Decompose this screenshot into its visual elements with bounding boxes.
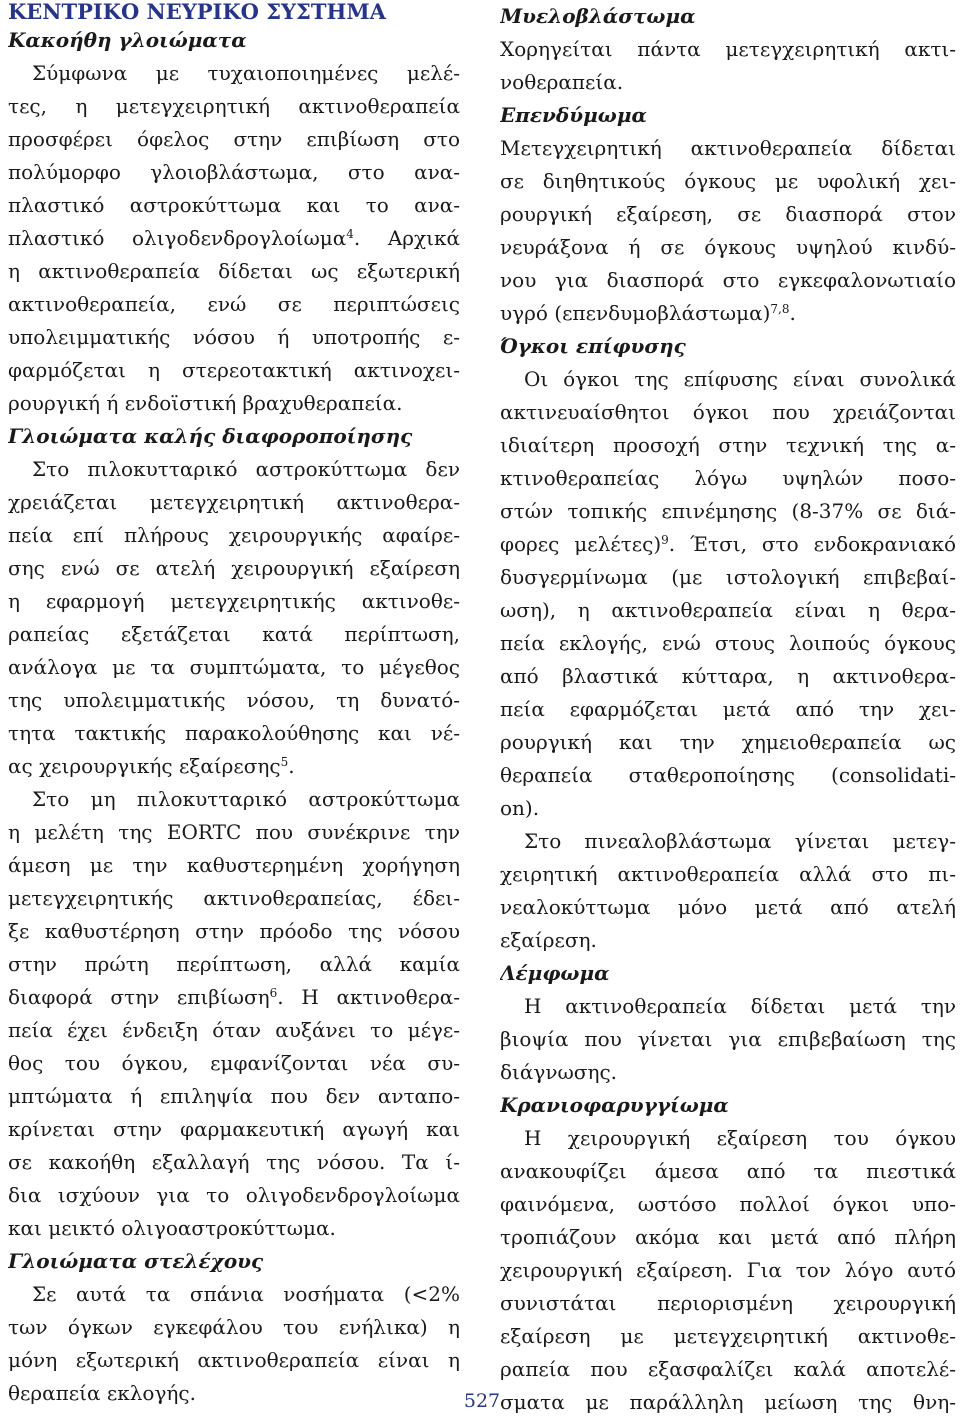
subsection-heading: [500, 957, 956, 990]
line-text: Μυελοβλάστωμα: [500, 4, 696, 28]
line-text: η εφαρμογή μετεγχειρητικής ακτινοθε-: [8, 589, 460, 613]
text-line: [8, 1377, 460, 1410]
line-text: ανακουφίζει άμεσα από τα πιεστικά: [500, 1159, 956, 1183]
line-text: σε διηθητικούς όγκους με υφολική χει-: [500, 169, 956, 193]
text-line: [500, 825, 956, 858]
text-line: [500, 132, 956, 165]
text-line: [8, 189, 460, 222]
line-text: πεία επί πλήρους χειρουργικής αφαίρε-: [8, 523, 460, 547]
line-text: βιοψία που γίνεται για επιβεβαίωση της: [500, 1027, 956, 1051]
text-line: [500, 1155, 956, 1188]
line-text: ωση), η ακτινοθεραπεία είναι η θερα-: [500, 598, 956, 622]
text-line: [8, 750, 460, 783]
line-text: κρίνεται στην φαρμακευτική αγωγή και: [8, 1117, 460, 1141]
text-line: [8, 123, 460, 156]
subsection-heading: [500, 1089, 956, 1122]
text-line: [500, 1386, 956, 1419]
line-text: μόνη εξωτερική ακτινοθεραπεία είναι η: [8, 1348, 460, 1372]
subsection-heading: [8, 1245, 460, 1278]
text-line: [500, 1188, 956, 1221]
text-line: [8, 486, 460, 519]
line-text-tail: . Αρχικά: [353, 226, 460, 250]
text-line: [8, 1014, 460, 1047]
line-text: Σύμφωνα με τυχαιοποιημένες μελέ-: [32, 61, 460, 85]
citation-superscript: 9: [661, 533, 669, 547]
line-text: Σε αυτά τα σπάνια νοσήματα (<2%: [32, 1282, 460, 1306]
page-number: 527: [463, 1390, 501, 1412]
text-line: [500, 363, 956, 396]
citation-superscript: 5: [280, 755, 289, 769]
text-line: [500, 1122, 956, 1155]
section-title: [8, 0, 460, 24]
text-line: [500, 759, 956, 792]
text-line: [500, 1287, 956, 1320]
text-line: [8, 453, 460, 486]
text-line: [500, 396, 956, 429]
text-line: [500, 528, 956, 561]
text-line: [500, 1023, 956, 1056]
line-text: της υπολειμματικής νόσου, τη δυνατό-: [8, 688, 460, 712]
line-text: νου για διασπορά στο εγκεφαλονωτιαίο: [500, 268, 956, 292]
text-line: [500, 198, 956, 231]
text-line: [500, 1254, 956, 1287]
line-text: ακτινευαίσθητοι όγκοι που χρειάζονται: [500, 400, 956, 424]
line-text: χειρουργική εξαίρεση. Για τον λόγο αυτό: [500, 1258, 956, 1282]
line-text: Οι όγκοι της επίφυσης είναι συνολικά: [524, 367, 956, 391]
text-line: [500, 693, 956, 726]
line-text: τητα τακτικής παρακολούθησης και νέ-: [8, 721, 460, 745]
text-line: [500, 627, 956, 660]
line-text: ΚΕΝΤΡΙΚΟ ΝΕΥΡΙΚΟ ΣΥΣΤΗΜΑ: [8, 0, 386, 24]
line-text: από βλαστικά κύτταρα, η ακτινοθερα-: [500, 664, 956, 688]
text-line: [8, 915, 460, 948]
line-text: προσφέρει όφελος στην επιβίωση στο: [8, 127, 460, 151]
line-text: εξαίρεση με μετεγχειρητική ακτινοθε-: [500, 1324, 956, 1348]
line-text: Η ακτινοθεραπεία δίδεται μετά την: [524, 994, 956, 1018]
line-text: διαφορά στην επιβίωση: [8, 985, 270, 1009]
line-text: Επενδύμωμα: [500, 103, 647, 127]
line-text: η ακτινοθεραπεία δίδεται ως εξωτερική: [8, 259, 460, 283]
line-text-tail: . Η ακτινοθερα-: [277, 985, 460, 1009]
text-line: [8, 1311, 460, 1344]
text-line: [500, 924, 956, 957]
text-line: [8, 1146, 460, 1179]
text-line: [8, 1179, 460, 1212]
line-text: Γλοιώματα καλής διαφοροποίησης: [8, 424, 413, 448]
line-text: πεία εκλογής, ενώ στους λοιπούς όγκους: [500, 631, 956, 655]
citation-superscript: 7,8: [770, 302, 790, 316]
line-text-tail: . Έτσι, στο ενδοκρανιακό: [668, 532, 956, 556]
line-text: ανάλογα με τα συμπτώματα, το μέγεθος: [8, 655, 460, 679]
text-line: [500, 990, 956, 1023]
line-text: υγρό (επενδυμοβλάστωμα): [500, 301, 771, 325]
line-text: ξε καθυστέρηση στην πρόοδο της νόσου: [8, 919, 460, 943]
text-line: [500, 594, 956, 627]
text-line: [8, 1278, 460, 1311]
line-text: ρουργική ή ενδοϊστική βραχυθεραπεία.: [8, 391, 403, 415]
text-line: [8, 222, 460, 255]
text-line: [8, 882, 460, 915]
text-line: [500, 1056, 956, 1089]
text-line: [500, 858, 956, 891]
text-line: [500, 660, 956, 693]
text-line: [8, 783, 460, 816]
line-text: δια ισχύουν για το ολιγοδενδρογλοίωμα: [8, 1183, 460, 1207]
line-text: άμεση με την καθυστερημένη χορήγηση: [8, 853, 460, 877]
line-text: πεία εφαρμόζεται μετά από την χει-: [500, 697, 956, 721]
line-text: φαρμόζεται η στερεοτακτική ακτινοχει-: [8, 358, 460, 382]
line-text: θος του όγκου, εμφανίζονται νέα συ-: [8, 1051, 460, 1075]
left-column: [8, 0, 460, 1410]
text-line: [8, 387, 460, 420]
line-text: ας χειρουργικής εξαίρεσης: [8, 754, 281, 778]
line-text: τες, η μετεγχειρητική ακτινοθεραπεία: [8, 94, 460, 118]
text-line: [8, 585, 460, 618]
line-text: πολύμορφο γλοιοβλάστωμα, στο ανα-: [8, 160, 460, 184]
line-text: φαινόμενα, ωστόσο πολλοί όγκοι υπο-: [500, 1192, 956, 1216]
line-text: πεία έχει ένδειξη όταν αυξάνει το μέγε-: [8, 1018, 460, 1042]
text-line: [8, 1212, 460, 1245]
text-line: [500, 1353, 956, 1386]
line-text: ιδιαίτερη προσοχή στην τεχνική της α-: [500, 433, 956, 457]
text-line: [8, 321, 460, 354]
text-line: [8, 552, 460, 585]
line-text: στην πρώτη περίπτωση, αλλά καμία: [8, 952, 460, 976]
line-text-tail: .: [789, 301, 796, 325]
line-text: Κακοήθη γλοιώματα: [8, 28, 247, 52]
text-line: [8, 1080, 460, 1113]
line-text: ραπείας εξετάζεται κατά περίπτωση,: [8, 622, 460, 646]
line-text: δυσγερμίνωμα (με ιστολογική επιβεβαί-: [500, 565, 956, 589]
text-line: [500, 462, 956, 495]
line-text: και μεικτό ολιγοαστροκύττωμα.: [8, 1216, 336, 1240]
text-line: [8, 618, 460, 651]
line-text: σε κακοήθη εξαλλαγή της νόσου. Τα ί-: [8, 1150, 460, 1174]
line-text: on).: [500, 796, 540, 820]
line-text: θεραπεία εκλογής.: [8, 1381, 196, 1405]
text-line: [8, 948, 460, 981]
line-text: ρουργική και την χημειοθεραπεία ως: [500, 730, 956, 754]
text-line: [500, 561, 956, 594]
line-text: Στο πιλοκυτταρικό αστροκύττωμα δεν: [32, 457, 460, 481]
line-text: τροπιάζουν ακόμα και μετά από πλήρη: [500, 1225, 956, 1249]
line-text: η μελέτη της EORTC που συνέκρινε την: [8, 820, 460, 844]
subsection-heading: [500, 330, 956, 363]
text-line: [500, 726, 956, 759]
line-text: συνιστάται περιορισμένη χειρουργική: [500, 1291, 956, 1315]
line-text: ραπεία που εξασφαλίζει καλά αποτελέ-: [500, 1357, 956, 1381]
line-text: σματα με παράλληλη μείωση της θνη-: [500, 1390, 956, 1414]
line-text: νοθεραπεία.: [500, 70, 624, 94]
text-line: [500, 495, 956, 528]
line-text: χρειάζεται μετεγχειρητική ακτινοθερα-: [8, 490, 460, 514]
line-text: εξαίρεση.: [500, 928, 597, 952]
text-line: [8, 816, 460, 849]
line-text: μπτώματα ή επιληψία που δεν ανταπο-: [8, 1084, 460, 1108]
text-line: [500, 66, 956, 99]
subsection-heading: [500, 99, 956, 132]
subsection-heading: [8, 420, 460, 453]
line-text: Λέμφωμα: [500, 961, 610, 985]
text-line: [8, 981, 460, 1014]
line-text: φορες μελέτες): [500, 532, 662, 556]
line-text: ρουργική εξαίρεση, σε διασπορά στον: [500, 202, 956, 226]
text-line: [8, 255, 460, 288]
line-text: διάγνωσης.: [500, 1060, 618, 1084]
text-line: [500, 165, 956, 198]
line-text: των όγκων εγκεφάλου του ενήλικα) η: [8, 1315, 460, 1339]
text-line: [8, 684, 460, 717]
line-text: Στο πινεαλοβλάστωμα γίνεται μετεγ-: [524, 829, 956, 853]
text-line: [500, 264, 956, 297]
text-line: [8, 1113, 460, 1146]
text-line: [8, 57, 460, 90]
line-text: σης ενώ σε ατελή χειρουργική εξαίρεση: [8, 556, 460, 580]
line-text: Στο μη πιλοκυτταρικό αστροκύττωμα: [32, 787, 460, 811]
line-text: πλαστικό ολιγοδενδρογλοίωμα: [8, 226, 347, 250]
text-line: [500, 231, 956, 264]
text-line: [500, 429, 956, 462]
line-text: κτινοθεραπείας λόγω υψηλών ποσο-: [500, 466, 956, 490]
line-text: Μετεγχειρητική ακτινοθεραπεία δίδεται: [500, 136, 956, 160]
text-line: [8, 90, 460, 123]
line-text: θεραπεία σταθεροποίησης (consolidati-: [500, 763, 956, 787]
citation-superscript: 4: [346, 227, 354, 241]
line-text: μετεγχειρητικής ακτινοθεραπείας, έδει-: [8, 886, 460, 910]
line-text: Κρανιοφαρυγγίωμα: [500, 1093, 729, 1117]
right-column: [500, 0, 956, 1419]
subsection-heading: [8, 24, 460, 57]
text-line: [500, 792, 956, 825]
text-line: [8, 288, 460, 321]
line-text: υπολειμματικής νόσου ή υποτροπής ε-: [8, 325, 460, 349]
text-line: [8, 651, 460, 684]
text-line: [8, 519, 460, 552]
subsection-heading: [500, 0, 956, 33]
text-line: [500, 891, 956, 924]
citation-superscript: 6: [269, 986, 278, 1000]
line-text: Γλοιώματα στελέχους: [8, 1249, 264, 1273]
text-line: [500, 33, 956, 66]
line-text-tail: .: [288, 754, 295, 778]
text-line: [500, 1320, 956, 1353]
text-line: [8, 354, 460, 387]
text-line: [500, 1221, 956, 1254]
text-line: [8, 1344, 460, 1377]
text-line: [8, 156, 460, 189]
text-line: [8, 717, 460, 750]
line-text: χειρητική ακτινοθεραπεία αλλά στο πι-: [500, 862, 956, 886]
text-line: [8, 1047, 460, 1080]
line-text: νεαλοκύττωμα μόνο μετά από ατελή: [500, 895, 956, 919]
line-text: στών τοπικής επινέμησης (8-37% σε διά-: [500, 499, 956, 523]
line-text: Χορηγείται πάντα μετεγχειρητική ακτι-: [500, 37, 956, 61]
text-line: [8, 849, 460, 882]
line-text: νευράξονα ή σε όγκους υψηλού κινδύ-: [500, 235, 956, 259]
line-text: Όγκοι επίφυσης: [500, 334, 686, 358]
text-line: [500, 297, 956, 330]
line-text: Η χειρουργική εξαίρεση του όγκου: [524, 1126, 956, 1150]
line-text: ακτινοθεραπεία, ενώ σε περιπτώσεις: [8, 292, 460, 316]
line-text: πλαστικό αστροκύττωμα και το ανα-: [8, 193, 460, 217]
